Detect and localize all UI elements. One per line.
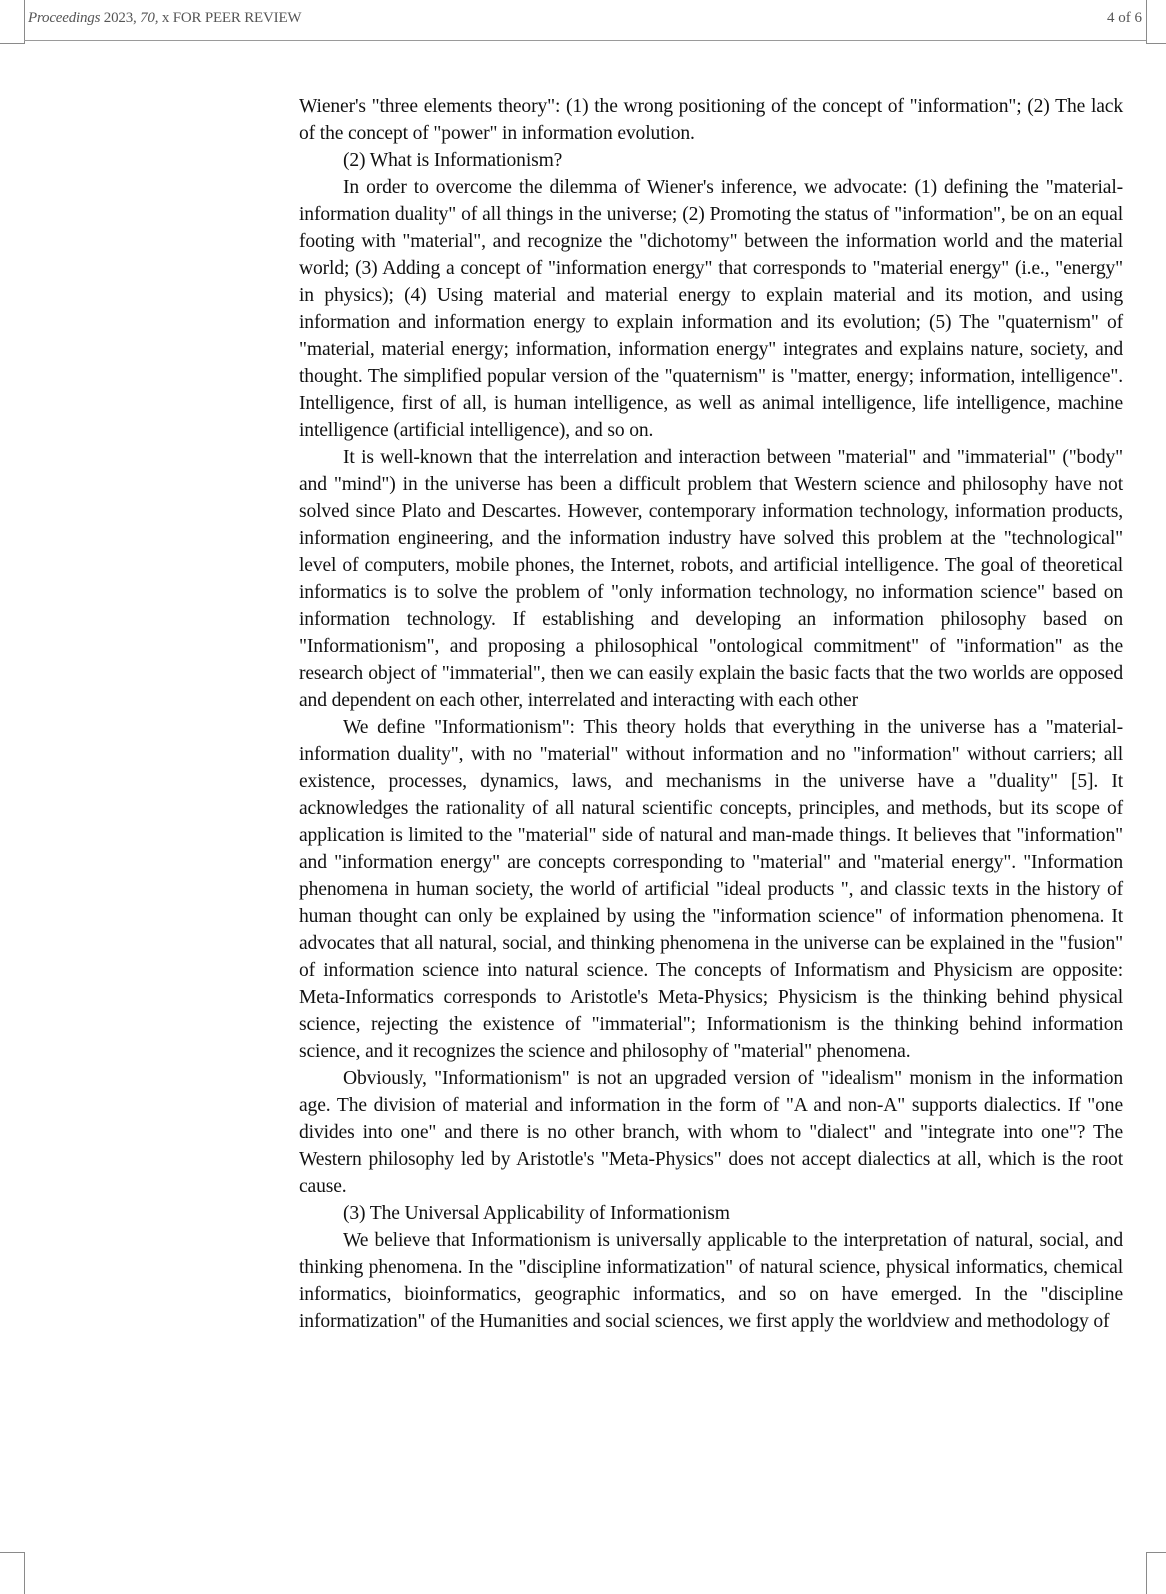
crop-mark-bottom-left-h [0, 1552, 24, 1553]
body-text [299, 93, 1123, 1335]
crop-mark-bottom-left [24, 1552, 25, 1594]
crop-mark-top-left-h [0, 43, 24, 44]
body-paragraph: Obviously, "Informationism" is not an upgraded version of "idealism" monism in the information age. The division of material and information in the form of "A and non-A" supports dialectics. If "one divides into one" and there is no other branch, with whom to "dialect" and "integrate into one"? The Western philosophy led by Aristotle's "Meta-Physics" does not accept dialectics at all, which is the root cause. [299, 1068, 1123, 1197]
body-paragraph: We define "Informationism": This theory holds that everything in the universe has a "material-information duality", with no "material" without information and no "information" without carriers; all existence, processes, dynamics, laws, and mechanisms in the universe have a "duality" [5]. It acknowledges the rationality of all natural scientific concepts, principles, and methods, but its scope of application is limited to the "material" side of natural and man-made things. It believes that "information" and "information energy" are concepts corresponding to "material" and "material energy". "Information phenomena in human society, the world of artificial "ideal products ", and classic texts in the history of human thought can only be explained by using the "information science" of information phenomena. It advocates that all natural, social, and thinking phenomena in the universe can be explained in the "fusion" of information science into natural science. The concepts of Informatism and Physicism are opposite: Meta-Informatics corresponds to Aristotle's Meta-Physics; Physicism is the thinking behind physical science, rejecting the existence of "immaterial"; Informationism is the thinking behind information science, and it recognizes the science and philosophy of "material" phenomena. [299, 717, 1123, 1062]
page-number: 4 of 6 [1107, 10, 1142, 26]
body-paragraph: In order to overcome the dilemma of Wiener's inference, we advocate: (1) defining the "material-information duality" of all things in the universe; (2) Promoting the status of "information", be on an equal footing with "material", and recognize the "dichotomy" between the information world and the material world; (3) Adding a concept of "information energy" that corresponds to "material energy" (i.e., "energy" in physics); (4) Using material and material energy to explain material and its motion, and using information and information energy to explain information and its evolution; (5) The "quaternism" of "material, material energy; information, information energy" integrates and explains nature, society, and thought. The simplified popular version of the "quaternism" is "matter, energy; information, intelligence". Intelligence, first of all, is human intelligence, as well as animal intelligence, life intelligence, machine intelligence (artificial intelligence), and so on. [299, 177, 1123, 441]
body-paragraph: Wiener's "three elements theory": (1) the wrong positioning of the concept of "information"; (2) The lack of the concept of "power" in information evolution. [299, 96, 1123, 144]
body-paragraph: It is well-known that the interrelation and interaction between "material" and "immaterial" ("body" and "mind") in the universe has been a difficult problem that Western science and philosophy have not solved since Plato and Descartes. However, contemporary information technology, information products, information engineering, and the information industry have solved this problem at the "technological" level of computers, mobile phones, the Internet, robots, and artificial intelligence. The goal of theoretical informatics is to solve the problem of "only information technology, no information science" based on information technology. If establishing and developing an information philosophy based on "Informationism", and proposing a philosophical "ontological commitment" of "information" as the research object of "immaterial", then we can easily explain the basic facts that the two worlds are opposed and dependent on each other, interrelated and interacting with each other [299, 447, 1123, 711]
body-paragraph: We believe that Informationism is universally applicable to the interpretation of natural, social, and thinking phenomena. In the "discipline informatization" of natural science, physical informatics, chemical informatics, bioinformatics, geographic informatics, and so on have emerged. In the "discipline informatization" of the Humanities and social sciences, we first apply the worldview and methodology of [299, 1230, 1123, 1332]
journal-volume: 70, [140, 10, 159, 26]
crop-mark-top-right [1146, 0, 1147, 44]
journal-name: Proceedings [28, 10, 101, 26]
crop-mark-bottom-right [1146, 1552, 1147, 1594]
review-label: x FOR PEER REVIEW [161, 10, 302, 26]
crop-mark-top-right-h [1146, 43, 1166, 44]
journal-year: 2023, [103, 10, 137, 26]
crop-mark-bottom-right-h [1146, 1552, 1166, 1553]
page-header [24, 0, 1146, 41]
section-subheading: (3) The Universal Applicability of Informationism [343, 1203, 730, 1224]
section-subheading: (2) What is Informationism? [343, 150, 563, 171]
running-header [28, 10, 301, 27]
